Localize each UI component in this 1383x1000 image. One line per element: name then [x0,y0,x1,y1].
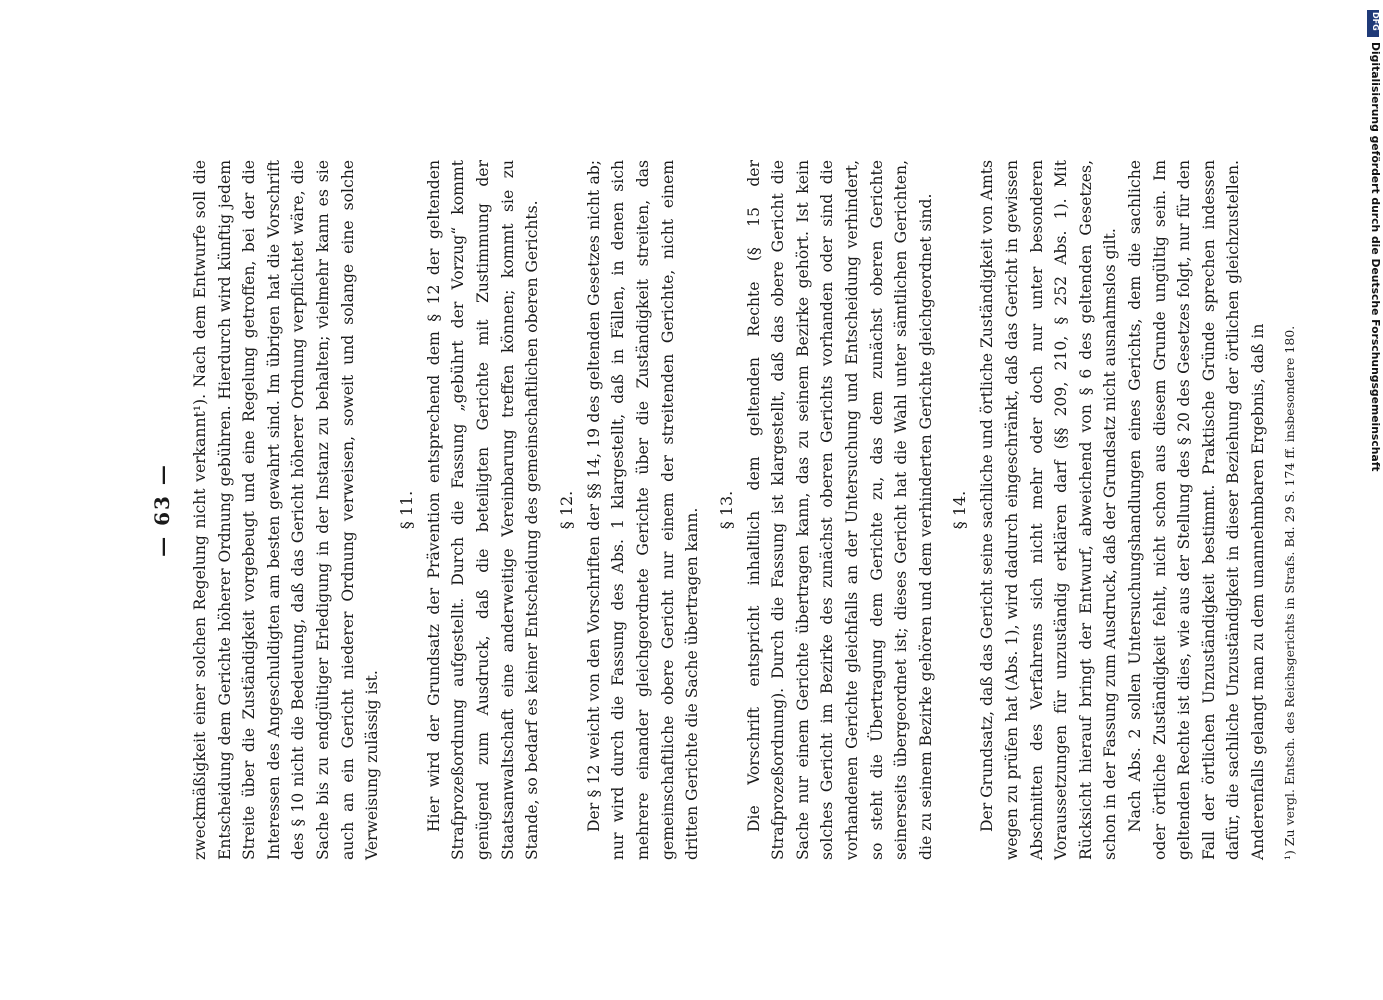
paragraph: zweckmäßigkeit einer solchen Regelung nicht verkannt¹). Nach dem Entwurfe soll die Entscheidung dem Gerichte höherer Ordnung gebühren. Hierdurch wird künftig jedem Streite über die Zuständigkeit vorgebeugt und eine Regelung getroffen, bei der die Interessen des Angeschuldigten am besten gewahrt sind. Im übrigen hat die Vorschrift des § 10 nicht die Bedeutung, daß das Gericht höherer Ordnung verpflichtet wäre, die Sache bis zu endgültiger Erledigung in der Instanz zu behalten; vielmehr kann es sie auch an ein Gericht niederer Ordnung verweisen, soweit und solange eine solche Verweisung zulässig ist. [191,160,382,860]
dfg-logo-text: DFG [1371,12,1380,31]
text-blocks [188,160,1271,860]
digitization-credit: Digitalisierung gefördert durch die Deutsche Forschungsgemeinschaft [1369,42,1382,472]
paragraph: Hier wird der Grundsatz der Prävention entsprechend dem § 12 der geltenden Strafprozeßordnung aufgestellt. Durch die Fassung „gebührt der Vorzug“ kommt genügend zum Ausdruck, daß die beteiligten Gerichte mit Zustimmung der Staatsanwaltschaft eine anderweitige Vereinbarung treffen können; kommt sie zu Stande, so bedarf es keiner Entscheidung des gemeinschaftlichen oberen Gerichts. [424,160,542,860]
paragraph: Der Grundsatz, daß das Gericht seine sachliche und örtliche Zuständigkeit von Amts wegen zu prüfen hat (Abs. 1), wird dadurch eingeschränkt, daß das Gericht in gewissen Abschnitten des Verfahrens sich nicht mehr oder doch nur unter besonderen Voraussetzungen für unzuständig erklären darf (§§ 209, 210, § 252 Abs. 1). Mit Rücksicht hierauf bringt der Entwurf, abweichend von § 6 des geltenden Gesetzes, schon in der Fassung zum Ausdruck, daß der Grundsatz nicht ausnahmslos gilt. [978,160,1120,860]
section-heading: § 14. [950,490,970,530]
rotated-page [150,160,1297,860]
footnote: ¹) Zu vergl. Entsch. des Reichsgerichts in Strafs. Bd. 29 S. 174 ff. insbesondere 180. [1281,325,1297,860]
page-body [150,160,1297,860]
section-heading: § 11. [396,490,416,530]
section-heading: § 12. [556,490,576,530]
section-heading: § 13. [716,490,736,530]
paragraph: Der § 12 weicht von den Vorschriften der §§ 14, 19 des geltenden Gesetzes nicht ab; nur wird durch die Fassung des Abs. 1 klargestellt, daß in Fällen, in denen sich mehrere einander gleichgeordnete Gerichte über die Zuständigkeit streiten, das gemeinschaftliche obere Gericht nur einem der streitenden Gerichte, nicht einem dritten Gerichte die Sache übertragen kann. [584,160,702,860]
page-number: — 63 — [150,463,174,557]
paragraph: Die Vorschrift entspricht inhaltlich dem geltenden Rechte (§ 15 der Strafprozeßordnung). Durch die Fassung ist klargestellt, daß das obere Gericht die Sache nur einem Gerichte übertragen kann, das zu seinem Bezirke gehört. Ist kein solches Gericht im Bezirke des zunächst oberen Gerichts vorhanden oder sind die vorhandenen Gerichte gleichfalls an der Untersuchung und Entscheidung verhindert, so steht die Übertragung dem Gerichte zu, das dem zunächst oberen Gerichte seinerseits übergeordnet ist; dieses Gericht hat die Wahl unter sämtlichen Gerichten, die zu seinem Bezirke gehören und dem verhinderten Gerichte gleichgeordnet sind. [744,160,935,860]
paragraph: Nach Abs. 2 sollen Untersuchungshandlungen eines Gerichts, dem die sachliche oder örtliche Zuständigkeit fehlt, nicht schon aus diesem Grunde ungültig sein. Im geltenden Rechte ist dies, wie aus der Stellung des § 20 des Gesetzes folgt, nur für den Fall der örtlichen Unzuständigkeit bestimmt. Praktische Gründe sprechen indessen dafür, die sachliche Unzuständigkeit in dieser Beziehung der örtlichen gleichzustellen. Anderenfalls gelangt man zu dem unannehmbaren Ergebnis, daß in [1126,160,1267,860]
